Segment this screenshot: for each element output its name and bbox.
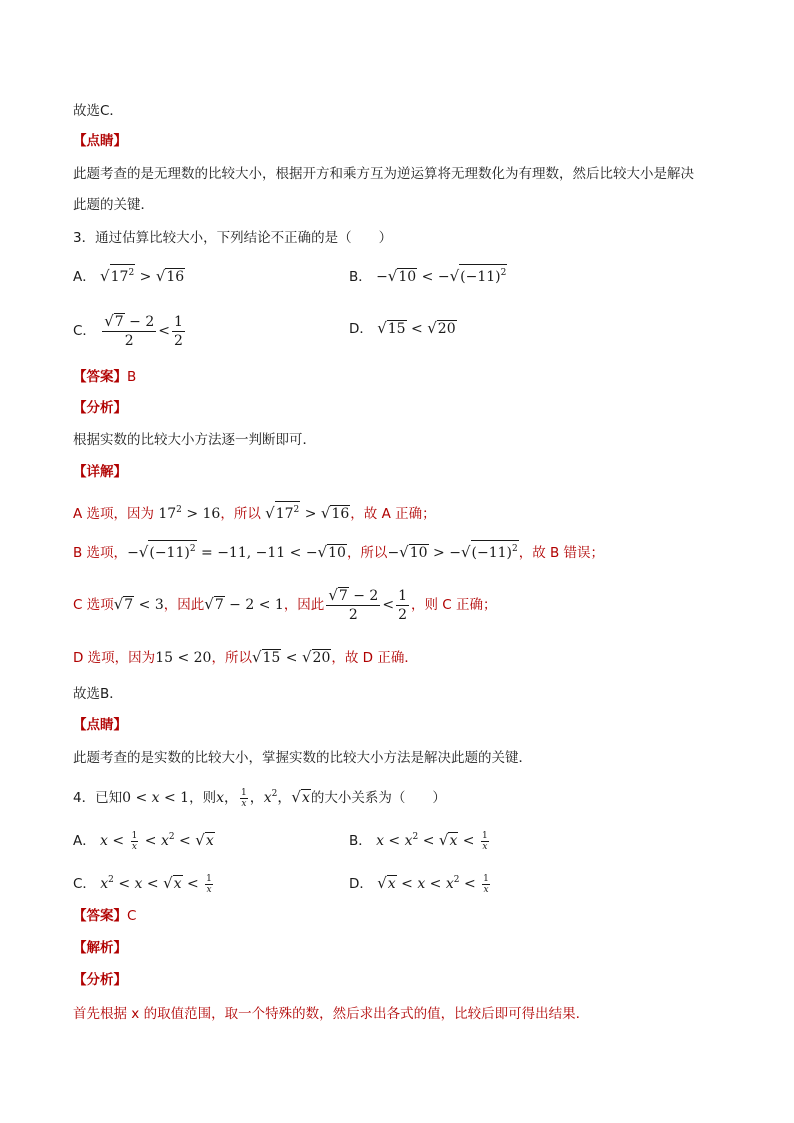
detail-b-mid: ，所以 bbox=[346, 545, 388, 561]
detail-b-pre: B 选项， bbox=[73, 545, 128, 561]
math-expression: $x^2 < x < √x$ < $\frac{1}{x}$ bbox=[100, 873, 212, 895]
conclusion-text: 故选C． bbox=[73, 103, 123, 119]
option-label: A． bbox=[73, 269, 96, 285]
detail-b-post: ，故 B 错误； bbox=[518, 545, 605, 561]
section-xiangjie-label: 【详解】 bbox=[73, 464, 127, 480]
detail-d-post: ，故 D 正确． bbox=[331, 650, 418, 666]
option-label: A． bbox=[73, 833, 96, 849]
question-4 bbox=[73, 784, 446, 809]
question-3-text: 3．通过估算比较大小，下列结论不正确的是（ ） bbox=[73, 230, 393, 246]
math-expression: 15 < 20 bbox=[155, 650, 212, 666]
detail-c bbox=[73, 586, 497, 624]
detail-a-pre: A 选项，因为 bbox=[73, 506, 155, 522]
answer-tag: 【答案】 bbox=[73, 908, 127, 924]
math-expression: $√17^2 > √16$ bbox=[100, 269, 185, 285]
answer-3 bbox=[73, 367, 136, 387]
q4-option-a bbox=[73, 827, 215, 852]
note-text-3: 此题考查的是实数的比较大小，掌握实数的比较大小方法是解决此题的关键． bbox=[73, 750, 532, 766]
detail-d-pre: D 选项，因为 bbox=[73, 650, 156, 666]
detail-a-mid: ，所以 bbox=[220, 506, 261, 522]
detail-d bbox=[73, 647, 418, 668]
q4-option-d bbox=[349, 870, 492, 895]
q3-option-b bbox=[349, 264, 507, 287]
math-expression: √7 − 2 < 1 bbox=[204, 595, 284, 613]
math-expression: x， $\frac{1}{x}$ ，$x^2$，√x bbox=[216, 787, 310, 809]
answer-tag: 【答案】 bbox=[73, 369, 127, 385]
option-label: B． bbox=[349, 269, 372, 285]
question-4-pre: 4．已知 bbox=[73, 790, 123, 806]
math-expression: $\frac{√7 - 2}{2}$ < $\frac{1}{2}$ bbox=[104, 312, 183, 349]
section-dianjing-label-2: 【点睛】 bbox=[73, 717, 127, 733]
section-jiexi-label: 【解析】 bbox=[73, 940, 127, 956]
math-expression: $x < x^2 < √x$ < $\frac{1}{x}$ bbox=[376, 830, 488, 852]
conclusion-line bbox=[73, 101, 123, 121]
detail-a-post: ，故 A 正确； bbox=[350, 506, 436, 522]
section-fenxi-2 bbox=[73, 970, 127, 990]
detail-a bbox=[73, 500, 436, 524]
option-label: B． bbox=[349, 833, 372, 849]
question-4-mid: ，则 bbox=[189, 790, 217, 806]
math-expression: √15 < √20 bbox=[251, 648, 331, 666]
section-dianjing-2 bbox=[73, 715, 127, 735]
math-expression: 0 < x < 1 bbox=[122, 790, 190, 806]
note-line-3 bbox=[73, 748, 532, 768]
q3-option-d bbox=[349, 318, 457, 339]
detail-c-mid1: ，因此 bbox=[163, 597, 205, 613]
conclusion-text-2: 故选B． bbox=[73, 686, 123, 702]
section-fenxi bbox=[73, 398, 127, 418]
section-xiangjie bbox=[73, 462, 127, 482]
option-label: C． bbox=[73, 876, 96, 892]
question-4-post: 的大小关系为（ ） bbox=[310, 790, 446, 806]
section-jiexi bbox=[73, 938, 127, 958]
note-line-1 bbox=[73, 164, 694, 184]
note-text-2: 此题的关键． bbox=[73, 197, 154, 213]
question-3 bbox=[73, 228, 392, 248]
math-expression: $-√(-11)^2 = -11$, −11 < −√10 bbox=[127, 545, 347, 561]
section-fenxi-label-2: 【分析】 bbox=[73, 972, 127, 988]
detail-b bbox=[73, 540, 604, 563]
math-expression: $-√10 < -√(-11)^2$ bbox=[376, 269, 507, 285]
option-label: C． bbox=[73, 323, 96, 339]
math-expression: √15 < √20 bbox=[377, 319, 456, 337]
math-expression: $-√10 > -√(-11)^2$ bbox=[387, 545, 518, 561]
analysis-line-2 bbox=[73, 1004, 580, 1024]
math-expression: x < $\frac{1}{x}$ < $x^2 < √x$ bbox=[100, 830, 214, 852]
math-expression: $17^2 > 16$ bbox=[158, 505, 221, 522]
note-line-2 bbox=[73, 195, 154, 215]
detail-c-pre: C 选项 bbox=[73, 597, 114, 613]
analysis-text: 根据实数的比较大小方法逐一判断即可． bbox=[73, 432, 316, 448]
q3-option-a bbox=[73, 264, 185, 287]
q3-option-c bbox=[73, 312, 187, 350]
math-expression: $√17^2 > √16$ bbox=[265, 506, 350, 522]
answer-4 bbox=[73, 906, 136, 926]
math-expression: √7 < 3 bbox=[113, 595, 164, 613]
detail-d-mid: ，所以 bbox=[211, 650, 252, 666]
answer-value: B bbox=[127, 369, 137, 385]
q4-option-b bbox=[349, 827, 491, 852]
detail-c-mid2: ，因此 bbox=[283, 597, 325, 613]
math-expression: $\frac{√7 - 2}{2}$ < $\frac{1}{2}$ bbox=[328, 586, 407, 623]
answer-value: C bbox=[127, 908, 137, 924]
analysis-text-2: 首先根据 x 的取值范围，取一个特殊的数，然后求出各式的值，比较后即可得出结果. bbox=[73, 1006, 580, 1022]
analysis-line bbox=[73, 430, 316, 450]
option-label: D． bbox=[349, 321, 373, 337]
section-fenxi-label: 【分析】 bbox=[73, 400, 127, 416]
detail-c-post: ，则 C 正确； bbox=[411, 597, 497, 613]
conclusion-line-2 bbox=[73, 684, 123, 704]
note-text-1: 此题考查的是无理数的比较大小，根据开方和乘方互为逆运算将无理数化为有理数，然后比较大小是解决 bbox=[73, 166, 694, 182]
option-label: D． bbox=[349, 876, 373, 892]
q4-option-c bbox=[73, 870, 215, 895]
math-expression: $√x < x < x^2$ < $\frac{1}{x}$ bbox=[377, 873, 489, 895]
section-dianjing-label: 【点睛】 bbox=[73, 133, 127, 149]
section-dianjing bbox=[73, 131, 127, 151]
